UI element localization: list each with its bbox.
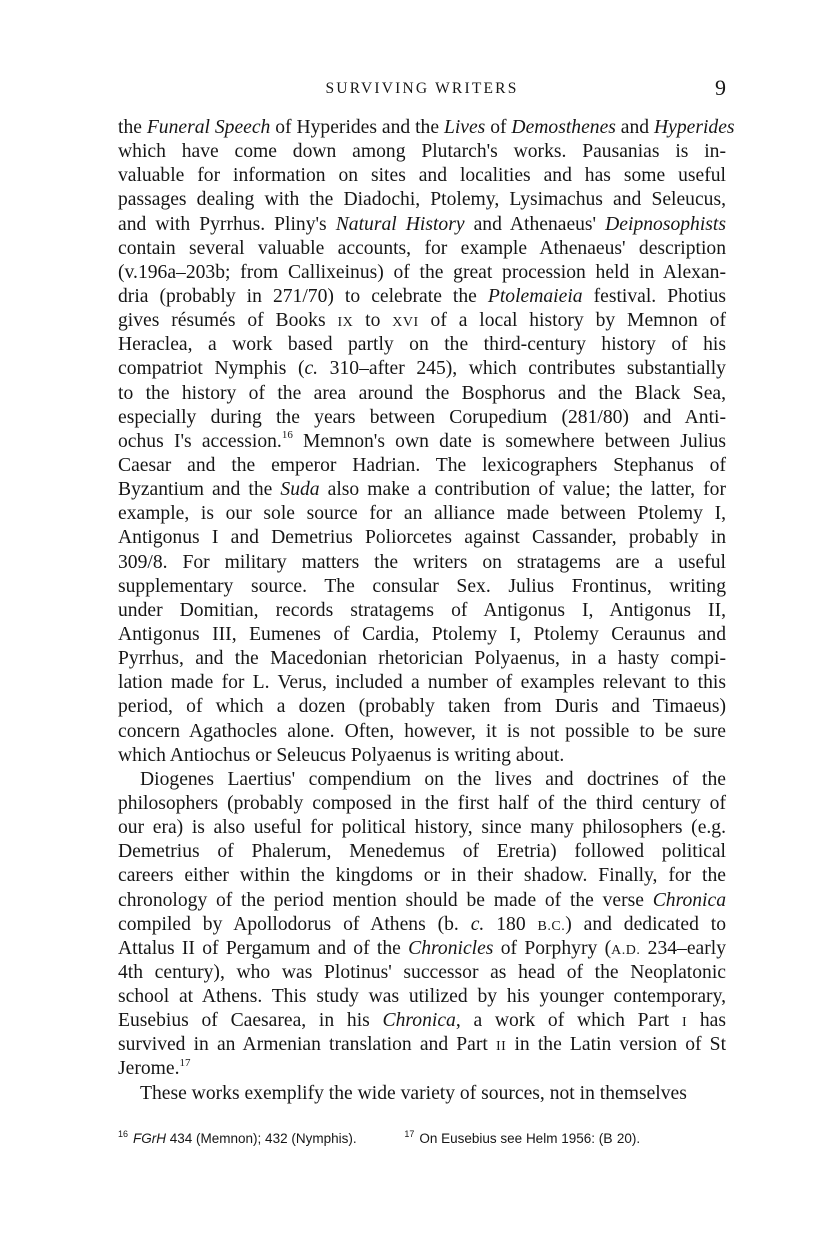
text-line: school at Athens. This study was utilized by his younger contemporary, xyxy=(118,986,726,1008)
text-line: careers either within the kingdoms or in their shadow. Finally, for the xyxy=(118,865,726,887)
text-line: ochus I's accession.$^{16}$ Memnon's own date is somewhere between Julius xyxy=(118,429,726,452)
text-line: Caesar and the emperor Hadrian. The lexicographers Stephanus of xyxy=(118,454,726,476)
text-line: (v.196a–203b; from Callixeinus) of the great procession held in Alexan- xyxy=(118,261,726,283)
text-line: valuable for information on sites and localities and has some useful xyxy=(118,165,726,187)
text-line: Antigonus III, Eumenes of Cardia, Ptolemy I, Ptolemy Ceraunus and xyxy=(118,623,726,645)
text-line: Diogenes Laertius' compendium on the lives and doctrines of the xyxy=(140,768,726,790)
running-head: SURVIVING WRITERS xyxy=(325,80,519,97)
text-line: Pyrrhus, and the Macedonian rhetorician Polyaenus, in a hasty compi- xyxy=(118,648,726,670)
text-line: especially during the years between Corupedium (281/80) and Anti- xyxy=(118,406,726,428)
text-line: which Antiochus or Seleucus Polyaenus is writing about. xyxy=(118,744,565,766)
text-line: the Funeral Speech of Hyperides and the Lives of Demosthenes and Hyperides xyxy=(118,117,735,138)
text-line: compatriot Nymphis (c. 310–after 245), which contributes substantially xyxy=(118,358,726,380)
text-line: compiled by Apollodorus of Athens (b. c. 180 B.C.) and dedicated to xyxy=(118,913,726,935)
text-line: survived in an Armenian translation and Part II in the Latin version of St xyxy=(118,1034,727,1056)
text-line: lation made for L. Verus, included a number of examples relevant to this xyxy=(118,672,726,694)
page-header xyxy=(118,75,726,106)
text-line: passages dealing with the Diadochi, Ptolemy, Lysimachus and Seleucus, xyxy=(118,189,726,211)
footnotes xyxy=(118,1130,726,1146)
text-line: Byzantium and the Suda also make a contribution of value; the latter, for xyxy=(118,479,726,501)
text-line: under Domitian, records stratagems of Antigonus I, Antigonus II, xyxy=(118,599,726,621)
text-line: our era) is also useful for political history, since many philosophers (e.g. xyxy=(118,817,726,839)
text-line: concern Agathocles alone. Often, however, it is not possible to be sure xyxy=(118,720,726,742)
text-line: philosophers (probably composed in the first half of the third century of xyxy=(118,792,726,814)
text-line: example, is our sole source for an alliance made between Ptolemy I, xyxy=(118,503,726,525)
text-line: These works exemplify the wide variety of sources, not in themselves xyxy=(140,1082,687,1104)
text-line: dria (probably in 271/70) to celebrate the Ptolemaieia festival. Photius xyxy=(118,285,726,307)
text-line: gives résumés of Books IX to XVI of a local history by Memnon of xyxy=(118,310,726,332)
text-line: 309/8. For military matters the writers on stratagems are a useful xyxy=(118,551,726,573)
text-line: to the history of the area around the Bosphorus and the Black Sea, xyxy=(118,382,726,404)
text-line: Jerome.$^{17}$ xyxy=(118,1056,191,1080)
text-line: 4th century), who was Plotinus' successor as head of the Neoplatonic xyxy=(118,961,726,983)
body-text xyxy=(118,116,735,1106)
text-line: chronology of the period mention should be made of the verse Chronica xyxy=(118,889,726,911)
text-line: contain several valuable accounts, for example Athenaeus' description xyxy=(118,237,726,259)
footnote-16: $^{16}$ FGrH 434 (Memnon); 432 (Nymphis). xyxy=(118,1128,357,1146)
text-line: which have come down among Plutarch's works. Pausanias is in- xyxy=(118,141,726,163)
text-line: period, of which a dozen (probably taken from Duris and Timaeus) xyxy=(118,696,726,718)
text-line: supplementary source. The consular Sex. Julius Frontinus, writing xyxy=(118,575,726,597)
text-line: Antigonus I and Demetrius Poliorcetes against Cassander, probably in xyxy=(118,527,726,549)
text-line: Demetrius of Phalerum, Menedemus of Eretria) followed political xyxy=(118,841,726,863)
page-number: 9 xyxy=(715,75,726,100)
text-line: Eusebius of Caesarea, in his Chronica, a work of which Part I has xyxy=(118,1010,726,1032)
text-line: Heraclea, a work based partly on the third-century history of his xyxy=(118,334,726,356)
text-line: and with Pyrrhus. Pliny's Natural History and Athenaeus' Deipnosophists xyxy=(118,213,726,235)
text-line: Attalus II of Pergamum and of the Chronicles of Porphyry (A.D. 234–early xyxy=(118,937,726,959)
footnote-17: $^{17}$ On Eusebius see Helm 1956: (B 20). xyxy=(404,1128,641,1146)
